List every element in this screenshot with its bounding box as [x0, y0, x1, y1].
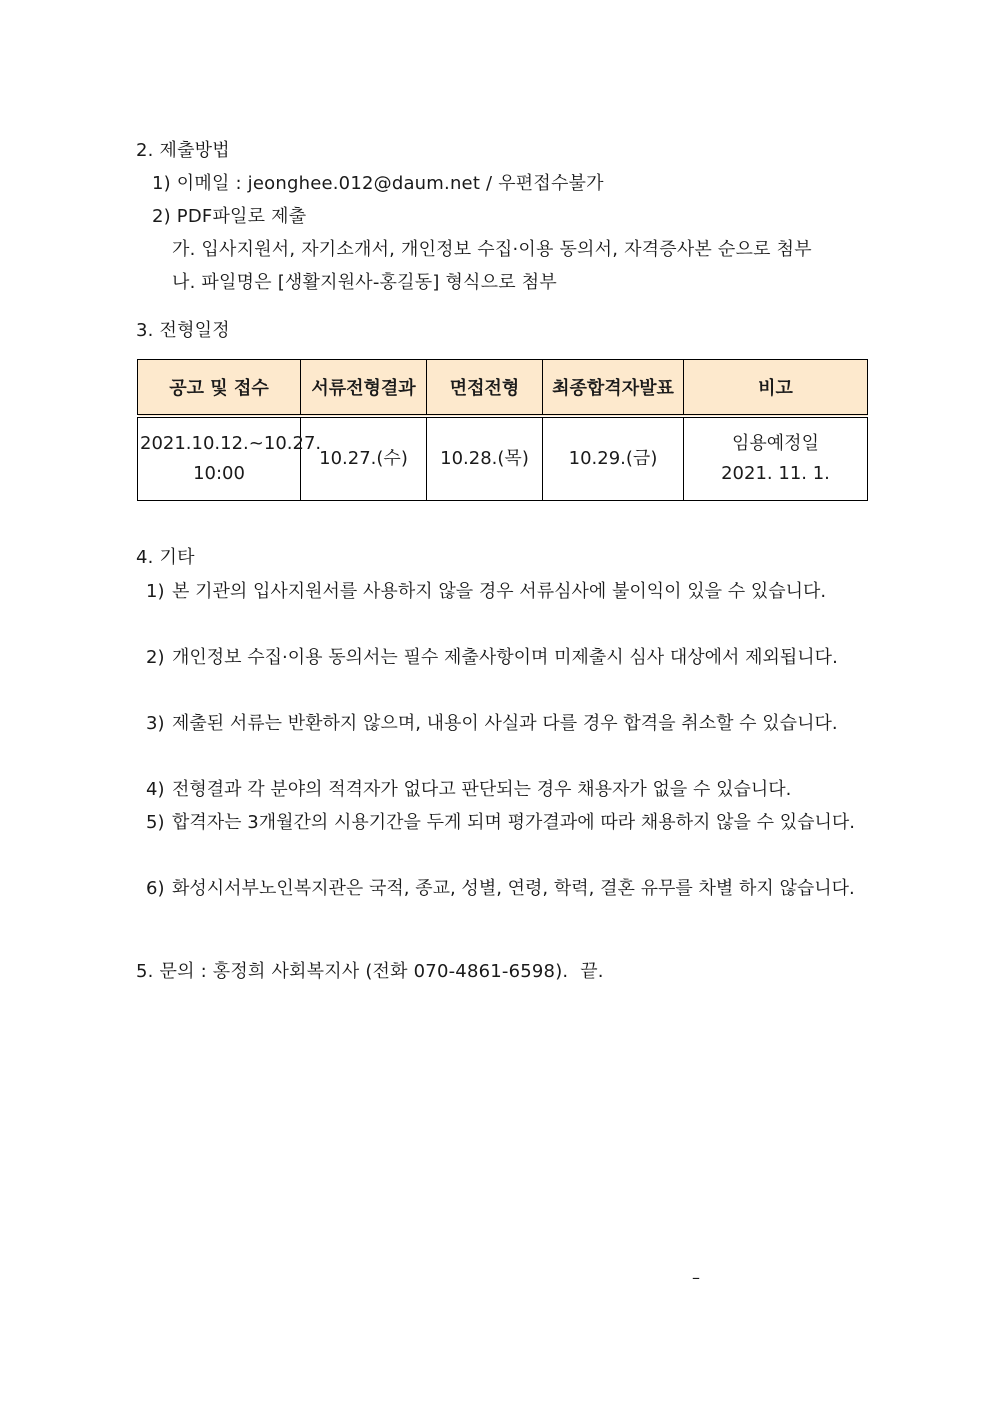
- list-item-number: 4): [146, 779, 165, 800]
- header-document-result: 서류전형결과: [301, 360, 427, 417]
- list-item: [146, 575, 858, 608]
- list-item-text: 개인정보 수집·이용 동의서는 필수 제출사항이며 미제출시 심사 대상에서 제외됩니다.: [172, 647, 838, 668]
- cell-document-result: 10.27.(수): [301, 416, 427, 501]
- list-item-number: 6): [146, 878, 165, 899]
- cell-remarks-date: 2021. 11. 1.: [721, 463, 830, 484]
- cell-remarks: [684, 416, 868, 501]
- list-item-number: 3): [146, 713, 165, 734]
- cell-announcement-time: 10:00: [193, 463, 245, 484]
- list-item: [146, 707, 858, 740]
- cell-final-result: 10.29.(금): [543, 416, 684, 501]
- schedule-table: [137, 359, 868, 501]
- list-item-text: 합격자는 3개월간의 시용기간을 두게 되며 평가결과에 따라 채용하지 않을 수 있습니다.: [172, 812, 855, 833]
- list-item-number: 5): [146, 812, 165, 833]
- footer-mark: –: [692, 1268, 700, 1287]
- schedule-header-row: [138, 360, 868, 417]
- header-final-result: 최종합격자발표: [543, 360, 684, 417]
- list-item: [146, 872, 858, 905]
- schedule-row: [138, 416, 868, 501]
- list-item-text: 전형결과 각 분야의 적격자가 없다고 판단되는 경우 채용자가 없을 수 있습니다.: [172, 779, 792, 800]
- header-interview: 면접전형: [427, 360, 543, 417]
- cell-announcement: [138, 416, 322, 501]
- submission-pdf: 2) PDF파일로 제출: [152, 206, 307, 227]
- submission-pdf-filename: 나. 파일명은 [생활지원사-홍길동] 형식으로 첨부: [172, 272, 557, 293]
- list-item: [146, 806, 858, 839]
- section-4-heading: 4. 기타: [136, 547, 195, 568]
- submission-email: 1) 이메일 : jeonghee.012@daum.net / 우편접수불가: [152, 173, 604, 194]
- section-5-contact: 5. 문의 : 홍정희 사회복지사 (전화 070-4861-6598). 끝.: [136, 961, 604, 982]
- list-item-text: 제출된 서류는 반환하지 않으며, 내용이 사실과 다를 경우 합격을 취소할 수 있습니다.: [172, 713, 838, 734]
- section-3-heading: 3. 전형일정: [136, 320, 230, 341]
- header-remarks: 비고: [684, 360, 868, 417]
- list-item-text: 본 기관의 입사지원서를 사용하지 않을 경우 서류심사에 불이익이 있을 수 있습니다.: [172, 581, 827, 602]
- list-item-number: 1): [146, 581, 165, 602]
- list-item-text: 화성시서부노인복지관은 국적, 종교, 성별, 연령, 학력, 결혼 유무를 차별 하지 않습니다.: [172, 878, 855, 899]
- cell-remarks-label: 임용예정일: [732, 433, 819, 454]
- header-announcement: 공고 및 접수: [138, 360, 301, 417]
- section-2-heading: 2. 제출방법: [136, 140, 230, 161]
- cell-announcement-date: 2021.10.12.~10.27.: [140, 433, 322, 454]
- cell-interview: 10.28.(목): [427, 416, 543, 501]
- list-item-number: 2): [146, 647, 165, 668]
- submission-pdf-order: 가. 입사지원서, 자기소개서, 개인정보 수집·이용 동의서, 자격증사본 순으로 첨부: [172, 239, 812, 260]
- list-item: [146, 641, 858, 674]
- list-item: [146, 773, 858, 806]
